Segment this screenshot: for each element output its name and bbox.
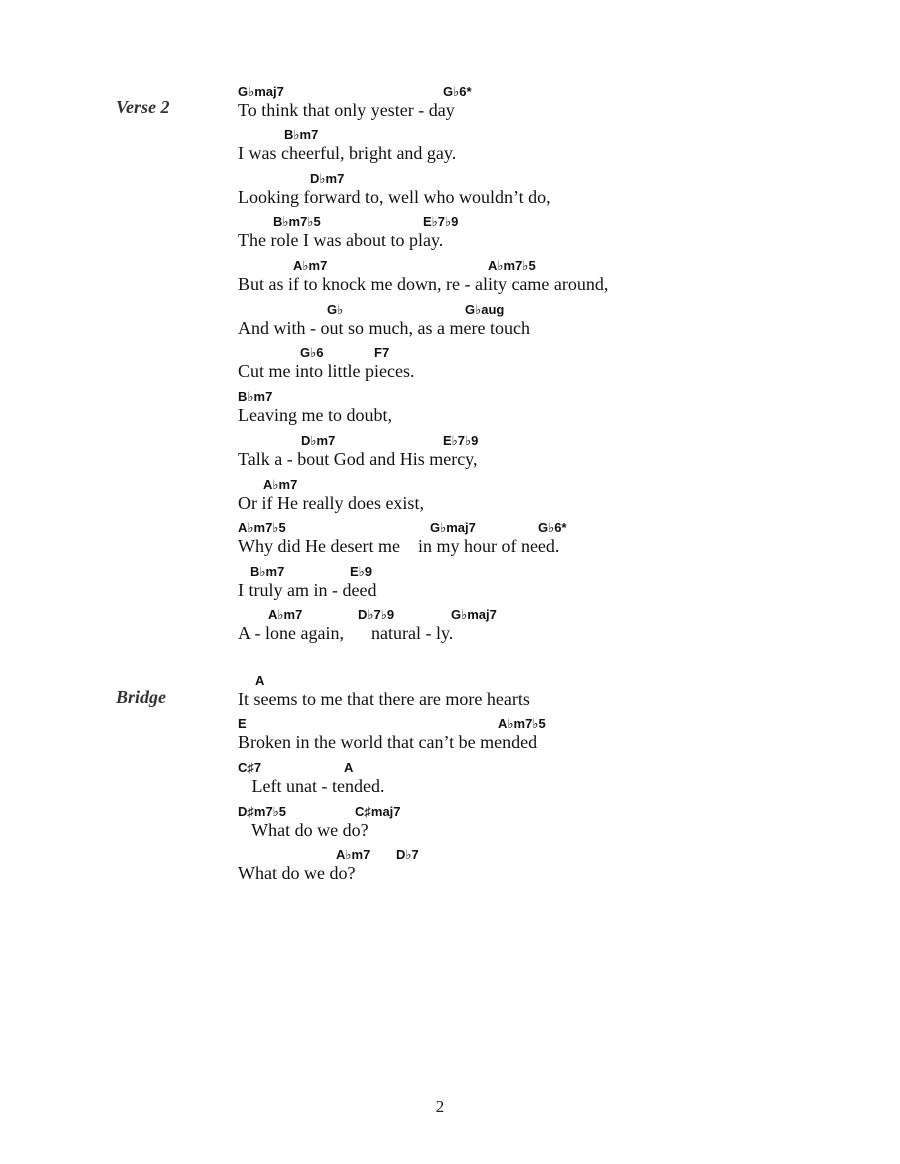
- lyric-text: What do we do?: [238, 820, 369, 840]
- lyric-text: Left unat - tended.: [238, 776, 385, 796]
- lyric-text: Why did He desert me in my hour of need.: [238, 536, 560, 556]
- chord-symbol: G♭: [327, 302, 344, 317]
- chord-symbol: D♯m7♭5: [238, 804, 287, 819]
- song-line: [238, 716, 878, 760]
- chord-symbol: G♭6: [300, 345, 324, 360]
- song-line: [238, 847, 878, 891]
- chord-symbol: G♭6*: [538, 520, 567, 535]
- chord-symbol: C♯maj7: [355, 804, 401, 819]
- song-line: [238, 214, 878, 258]
- chord-symbol: C♯7: [238, 760, 262, 775]
- page-number: 2: [435, 1097, 445, 1116]
- lyric-text: Looking forward to, well who wouldn’t do,: [238, 187, 551, 207]
- song-line: [238, 433, 878, 477]
- song-line: [238, 673, 878, 717]
- chord-symbol: A♭m7: [268, 607, 303, 622]
- chord-symbol: B♭m7: [238, 389, 273, 404]
- song-line: [238, 389, 878, 433]
- chord-symbol: A♭m7: [293, 258, 328, 273]
- lyric-text: The role I was about to play.: [238, 230, 444, 250]
- chord-symbol: D♭7♭9: [358, 607, 395, 622]
- chord-symbol: E: [238, 716, 247, 731]
- song-line: [238, 171, 878, 215]
- lyric-text: A - lone again, natural - ly.: [238, 623, 454, 643]
- chord-symbol: E♭7♭9: [423, 214, 459, 229]
- chord-symbol: F7: [374, 345, 390, 360]
- chord-symbol: E♭9: [350, 564, 373, 579]
- lyric-text: What do we do?: [238, 863, 356, 883]
- song-line: [238, 564, 878, 608]
- chord-symbol: D♭m7: [301, 433, 336, 448]
- section-label-verse-2: Verse 2: [116, 97, 170, 117]
- lyric-text: I was cheerful, bright and gay.: [238, 143, 457, 163]
- lyric-text: Leaving me to doubt,: [238, 405, 392, 425]
- song-line: [238, 258, 878, 302]
- chord-symbol: G♭6*: [443, 84, 472, 99]
- lyric-text: I truly am in - deed: [238, 580, 377, 600]
- song-line: [238, 607, 878, 651]
- chord-symbol: G♭maj7: [238, 84, 284, 99]
- lyric-text: It seems to me that there are more hearts: [238, 689, 530, 709]
- chord-symbol: A♭m7: [263, 477, 298, 492]
- song-line: [238, 127, 878, 171]
- song-line: [238, 302, 878, 346]
- chord-symbol: E♭7♭9: [443, 433, 479, 448]
- lyric-text: And with - out so much, as a mere touch: [238, 318, 530, 338]
- chord-symbol: B♭m7: [250, 564, 285, 579]
- lyric-text: To think that only yester - day: [238, 100, 455, 120]
- chord-symbol: G♭maj7: [430, 520, 476, 535]
- chord-symbol: D♭7: [396, 847, 419, 862]
- chord-symbol: B♭m7♭5: [273, 214, 321, 229]
- lyric-text: Talk a - bout God and His mercy,: [238, 449, 478, 469]
- song-line: [238, 345, 878, 389]
- song-line: [238, 84, 878, 128]
- chord-symbol: A: [344, 760, 354, 775]
- section-label-bridge: Bridge: [116, 687, 167, 707]
- chord-symbol: G♭aug: [465, 302, 505, 317]
- lyric-text: Or if He really does exist,: [238, 493, 424, 513]
- chord-symbol: G♭maj7: [451, 607, 497, 622]
- song-line: [238, 477, 878, 521]
- song-line: [238, 760, 878, 804]
- lyric-text: Cut me into little pieces.: [238, 361, 415, 381]
- lyric-text: But as if to knock me down, re - ality came around,: [238, 274, 609, 294]
- lyric-text: Broken in the world that can’t be mended: [238, 732, 538, 752]
- chord-symbol: A♭m7♭5: [498, 716, 546, 731]
- chord-symbol: D♭m7: [310, 171, 345, 186]
- chord-symbol: A♭m7♭5: [238, 520, 286, 535]
- chord-symbol: A: [255, 673, 265, 688]
- song-line: [238, 520, 878, 564]
- chord-symbol: A♭m7: [336, 847, 371, 862]
- chord-symbol: A♭m7♭5: [488, 258, 536, 273]
- chord-symbol: B♭m7: [284, 127, 319, 142]
- song-line: [238, 804, 878, 848]
